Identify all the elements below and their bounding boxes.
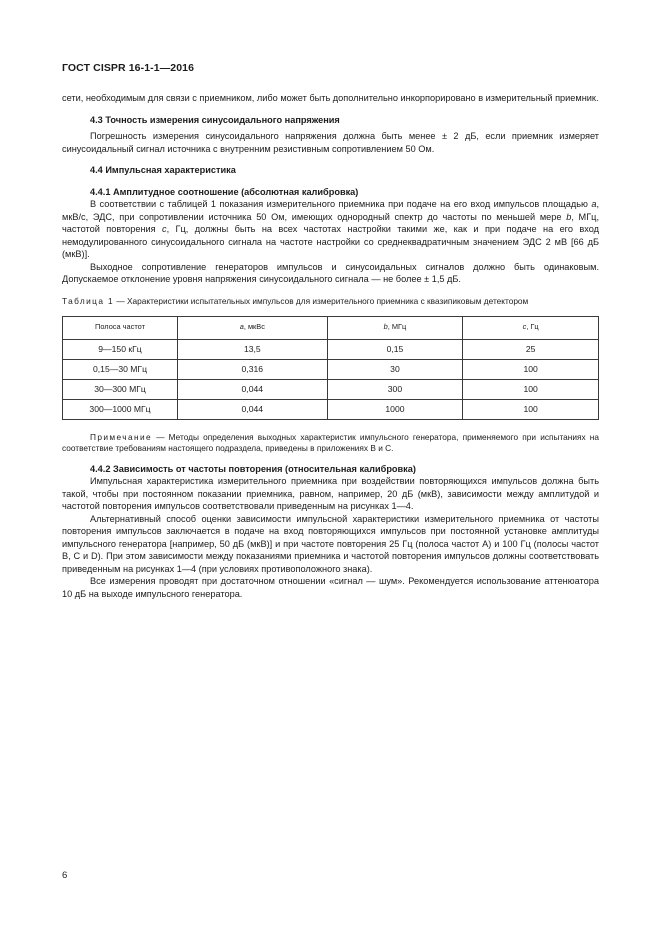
cell-band: 30—300 МГц bbox=[63, 379, 178, 399]
paragraph: Импульсная характеристика измерительного приемника при воздействии повторяющихся импульсов должна быть такой, чтобы при постоянном показании приемника, равном, например, 20 дБ (мкВ), зависимости между амплитудой и частотой повторения импульсов соответствовали приведенным на рисунках 1—4. bbox=[62, 476, 599, 511]
table-header-row bbox=[63, 316, 599, 339]
text-run: , МГц, частотой повторения bbox=[62, 211, 599, 234]
note-label: Примечание bbox=[90, 431, 153, 442]
paragraph: Все измерения проводят при достаточном отношении «сигнал — шум». Рекомендуется использование аттенюатора 10 дБ на выходе импульсного генератора. bbox=[62, 576, 599, 599]
cell-band: 9—150 кГц bbox=[63, 339, 178, 359]
table-row bbox=[63, 359, 599, 379]
table-row bbox=[63, 339, 599, 359]
variable-b: b bbox=[566, 211, 572, 222]
page-number: 6 bbox=[62, 870, 68, 881]
header-c-unit: , Гц bbox=[526, 322, 539, 332]
cell-a: 0,044 bbox=[178, 379, 328, 399]
paragraph: Альтернативный способ оценки зависимости импульсной характеристики измерительного приемника от частоты повторения импульсов заключается в подаче на вход повторяющихся импульсов при постоянной установке амплитуды импульсного генератора [например, 50 дБ (мкВ)] и при частоте повторения 25 Гц (полоса частот А) и 100 Гц (полосы частот В, С и D). При этом зависимости между показаниями приемника и частотой повторения импульсов должны соответствовать приведенным на рисунках 1—4 (при условиях противоположного знака). bbox=[62, 513, 599, 574]
text-run: , мкВ/с, ЭДС, при сопротивлении источника 50 Ом, имеющих однородный спектр до частоты по меньшей мере bbox=[62, 199, 599, 222]
header-a bbox=[178, 316, 328, 339]
header-b-unit: , МГц bbox=[387, 322, 407, 332]
paragraph: сети, необходимым для связи с приемником, либо может быть дополнительно инкорпорировано в измерительный приемник. bbox=[62, 93, 599, 103]
text-run: , Гц, должны быть на всех частотах настройки такими же, как и при подаче на его вход немодулированного синусоидального сигнала на частоте настройки со среднеквадратичным значением ЭДС 2 мВ [66 дБ (мкВ)]. bbox=[62, 224, 599, 259]
header-b-var: b bbox=[383, 322, 388, 332]
cell-a: 0,316 bbox=[178, 359, 328, 379]
pulse-characteristics-table bbox=[62, 316, 599, 420]
header-b bbox=[327, 316, 463, 339]
header-band: Полоса частот bbox=[63, 316, 178, 339]
cell-c: 100 bbox=[463, 359, 599, 379]
cell-a: 13,5 bbox=[178, 339, 328, 359]
paragraph: Выходное сопротивление генераторов импульсов и синусоидальных сигналов должно быть одинаковым. Допускаемое отклонение уровня напряжения синусоидального сигнала — не более ± 1,5 дБ. bbox=[62, 261, 599, 284]
cell-c: 100 bbox=[463, 379, 599, 399]
page-body bbox=[62, 92, 599, 600]
table-note bbox=[62, 432, 599, 454]
paragraph: Погрешность измерения синусоидального напряжения должна быть менее ± 2 дБ, если приемник измеряет синусоидальный сигнал источника с внутренним резистивным сопротивлением 50 Ом. bbox=[62, 131, 599, 154]
header-a-unit: , мкВс bbox=[243, 322, 265, 332]
variable-c: c bbox=[162, 224, 167, 234]
cell-b: 300 bbox=[327, 379, 463, 399]
text-run: В соответствии с таблицей 1 показания измерительного приемника при подаче на его вход импульсов площадью bbox=[90, 199, 592, 209]
header-c bbox=[463, 316, 599, 339]
table-row bbox=[63, 379, 599, 399]
header-a-var: a bbox=[239, 322, 244, 332]
paragraph-pulse-requirements bbox=[62, 198, 599, 261]
section-heading-4-3: 4.3 Точность измерения синусоидального напряжения bbox=[90, 114, 340, 125]
cell-c: 25 bbox=[463, 339, 599, 359]
cell-band: 300—1000 МГц bbox=[63, 399, 178, 419]
cell-b: 30 bbox=[327, 359, 463, 379]
section-heading-4-4-1: 4.4.1 Амплитудное соотношение (абсолютная калибровка) bbox=[90, 186, 359, 197]
cell-band: 0,15—30 МГц bbox=[63, 359, 178, 379]
table-row bbox=[63, 399, 599, 419]
header-c-var: c bbox=[522, 322, 527, 332]
section-heading-4-4: 4.4 Импульсная характеристика bbox=[90, 165, 236, 175]
section-heading-4-4-2: 4.4.2 Зависимость от частоты повторения (относительная калибровка) bbox=[90, 463, 416, 474]
cell-b: 0,15 bbox=[327, 339, 463, 359]
document-header: ГОСТ CISPR 16-1-1—2016 bbox=[62, 62, 195, 74]
variable-a: a bbox=[591, 199, 597, 209]
cell-a: 0,044 bbox=[178, 399, 328, 419]
table-caption-text: — Характеристики испытательных импульсов для измерительного приемника с квазипиковым детектором bbox=[114, 295, 529, 306]
note-text: — Методы определения выходных характеристик импульсного генератора, применяемого при испытаниях на соответствие требованиям настоящего подраздела, приведены в приложениях В и С. bbox=[62, 431, 599, 453]
cell-b: 1000 bbox=[327, 399, 463, 419]
table-caption-label: Таблица 1 bbox=[62, 295, 115, 306]
cell-c: 100 bbox=[463, 399, 599, 419]
table-caption bbox=[62, 296, 599, 307]
